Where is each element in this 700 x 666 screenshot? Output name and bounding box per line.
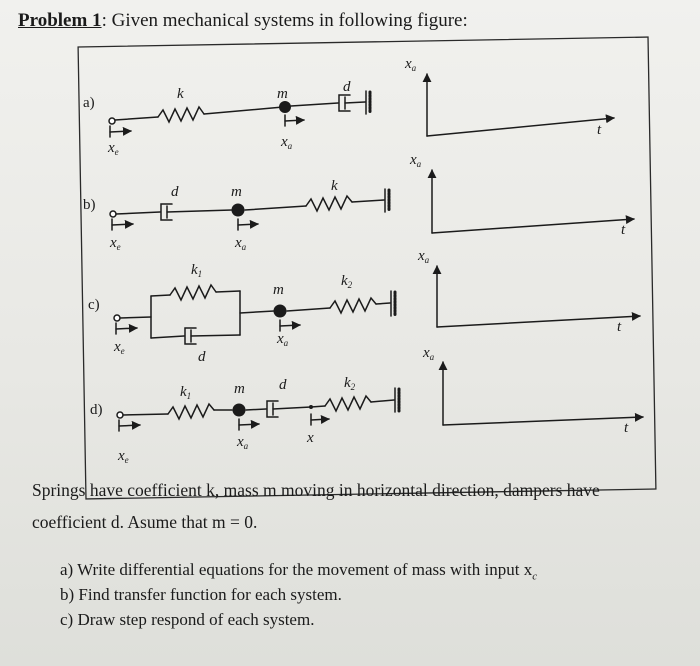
system-b-tag: b): [83, 197, 96, 213]
plot-d-t-axis: [443, 417, 643, 425]
input-xe-c-label: $x_e$: [114, 339, 125, 356]
plot-d-y-label: $x_a$: [423, 345, 435, 362]
response-plot-d: [443, 362, 643, 425]
input-xe-a-label: $x_e$: [108, 140, 119, 157]
input-node-d: [117, 412, 123, 418]
plot-b-t-label: t: [621, 222, 626, 238]
mass-b-label: m: [231, 184, 242, 200]
output-xa-a-label: $x_a$: [281, 134, 293, 151]
spring-k-b-label: k: [331, 178, 338, 194]
response-plot-c: [437, 266, 640, 327]
spring-k2-d-label: $k_2$: [344, 375, 356, 392]
output-xa-b-label: $x_a$: [235, 235, 247, 252]
plot-a-y-label: $x_a$: [405, 56, 417, 73]
system-d-tag: d): [90, 402, 103, 418]
plot-c-t-axis: [437, 316, 640, 327]
response-plot-a: [427, 74, 614, 136]
spring-k-a-label: k: [177, 86, 184, 102]
system-a-tag: a): [83, 95, 95, 111]
plot-b-y-label: $x_a$: [410, 152, 422, 169]
mass-d-label: m: [234, 381, 245, 397]
plot-d-t-label: t: [624, 420, 629, 436]
damper-d-d-label: d: [279, 377, 287, 393]
damper-d-b-label: d: [171, 184, 179, 200]
spring-k1-d-label: $k_1$: [180, 384, 192, 401]
input-xe-d-label: $x_e$: [118, 448, 129, 465]
mass-c-label: m: [273, 282, 284, 298]
plot-c-y-label: $x_a$: [418, 248, 430, 265]
task-a: a) Write differential equations for the movement of mass with input $x_c$: [60, 560, 538, 583]
damper-d-a-label: d: [343, 79, 351, 95]
input-node-c: [114, 315, 120, 321]
system-b: [110, 189, 389, 230]
problem-title-text: : Given mechanical systems in following figure:: [101, 10, 468, 31]
system-a: [109, 91, 370, 137]
description-line-2: coefficient d. Asume that m = 0.: [32, 512, 258, 532]
output-xa-d-label: $x_a$: [237, 434, 249, 451]
system-c-tag: c): [88, 297, 100, 313]
output-xa-c-label: $x_a$: [277, 331, 289, 348]
figure-frame: [78, 37, 656, 499]
spring-k-b: [306, 196, 352, 211]
mass-b: [232, 204, 245, 217]
spring-k2-d: [325, 396, 371, 411]
mass-d: [233, 404, 246, 417]
task-b: b) Find transfer function for each system.: [60, 585, 342, 604]
plot-c-t-label: t: [617, 319, 622, 335]
mass-a-label: m: [277, 86, 288, 102]
response-plot-b: [432, 170, 634, 233]
spring-k1-d: [168, 404, 214, 419]
spring-k-a: [158, 107, 204, 122]
spring-k1-c-label: $k_1$: [191, 262, 203, 279]
plot-a-t-label: t: [597, 122, 602, 138]
damper-d-c-label: d: [198, 349, 206, 365]
junction-x-label: x: [307, 430, 314, 446]
system-c: [114, 285, 395, 344]
description-line-1: Springs have coefficient k, mass m moving in horizontal direction, dampers have: [32, 480, 600, 500]
plot-a-t-axis: [427, 118, 614, 136]
mass-a: [279, 101, 291, 113]
system-d: [117, 388, 399, 431]
plot-b-t-axis: [432, 219, 634, 233]
task-c: c) Draw step respond of each system.: [60, 610, 315, 629]
spring-k2-c: [330, 298, 376, 313]
spring-k1-c: [170, 285, 216, 300]
input-xe-b-label: $x_e$: [110, 235, 121, 252]
input-node-b: [110, 211, 116, 217]
mass-c: [274, 305, 287, 318]
spring-k2-c-label: $k_2$: [341, 273, 353, 290]
input-node-a: [109, 118, 115, 124]
problem-label: Problem 1: [18, 10, 102, 31]
